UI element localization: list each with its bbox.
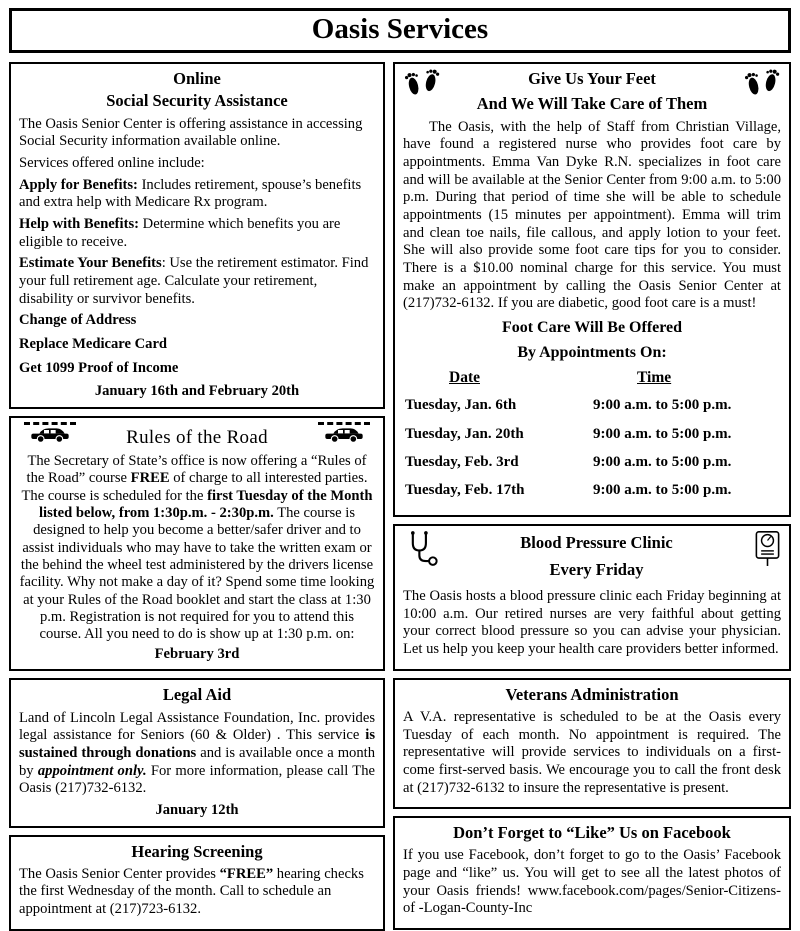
foot-care-section: [393, 62, 791, 516]
text-segment: Help with Benefits:: [19, 215, 139, 232]
foot-care-titles: [441, 68, 743, 116]
schedule-header-row: [403, 369, 781, 388]
rules-title-row: [19, 422, 375, 450]
text-segment: FREE: [130, 470, 170, 487]
text-segment: hearing checks the first Wednesday of the month. Call to schedule an appointment at (217)723-6132.: [19, 865, 364, 917]
schedule-date-header-cell: [403, 369, 593, 388]
rules-date-line: February 3rd: [154, 645, 240, 662]
ss-service-line-1099-proof: Get 1099 Proof of Income: [19, 359, 179, 376]
text-segment: The course is designed to help you become a better/safer driver and to assist individuals who may have to take the written exam or the behind the wheel test administered by the drivers license facility. Why not make a day of it? Spend some time looking at your Rules of the Road booklet and start the class at 1:30 p.m. Registration is not required for you to attend this course. All you need to do is show up at 1:30 p.m. on:: [19, 504, 375, 643]
legal-aid-section: [9, 678, 385, 827]
schedule-date: Tuesday, Feb. 17th: [405, 481, 525, 498]
left-column: [9, 62, 385, 930]
footprints-icon: [403, 68, 441, 99]
schedule-time: 9:00 a.m. to 5:00 p.m.: [593, 453, 732, 470]
blood-pressure-title-row: [403, 530, 781, 586]
foot-care-title-row: [403, 68, 781, 116]
social-security-section: [9, 62, 385, 408]
text-segment: For more information, please call The Oasis (217)732-6132.: [19, 762, 375, 797]
schedule-date: Tuesday, Feb. 3rd: [405, 453, 519, 470]
ss-services-label: Services offered online include:: [19, 155, 205, 171]
right-column: [393, 62, 791, 929]
section-title-hearing-screening: Hearing Screening: [131, 841, 263, 861]
foot-care-offer-line2: By Appointments On:: [517, 344, 667, 362]
hearing-paragraph: [19, 866, 375, 919]
text-segment: The Oasis Senior Center provides: [19, 865, 220, 882]
section-subtitle-take-care-of-them: And We Will Take Care of Them: [476, 93, 708, 113]
ss-dates-line: January 16th and February 20th: [94, 383, 300, 400]
facebook-paragraph: If you use Facebook, don’t forget to go to the Oasis’ Facebook page and “like” us. You will get to see all the latest photos of your Oasis friends! www.facebook.com/pages/Senior-Citizens-of -Logan-County-Inc: [403, 847, 781, 917]
left-corner-art: [19, 422, 81, 443]
stethoscope-icon: [403, 530, 439, 566]
text-segment: of charge to all interested parties. The course is scheduled for the: [21, 470, 368, 504]
text-segment: The Secretary of State’s office is now offering a “Rules of the Road” course: [26, 452, 367, 487]
car-icon: [324, 427, 364, 443]
road-dashes-icon: [318, 422, 370, 425]
schedule-row: [403, 425, 781, 443]
text-segment: “FREE”: [219, 865, 274, 882]
section-title-social-security-assistance: Social Security Assistance: [106, 90, 288, 110]
section-title-facebook: Don’t Forget to “Like” Us on Facebook: [453, 823, 731, 843]
schedule-time-header-cell: [593, 369, 781, 388]
schedule-row: [403, 481, 781, 499]
text-segment: first Tuesday of the Month listed below, from 1:30p.m. - 2:30p.m.: [38, 487, 373, 521]
text-segment: and is available once a month by: [19, 744, 375, 779]
blood-pressure-monitor-icon: [754, 530, 781, 567]
blood-pressure-titles: [439, 530, 754, 586]
two-column-layout: [9, 62, 791, 930]
veterans-section: [393, 678, 791, 809]
rules-of-the-road-section: [9, 416, 385, 672]
page-header: [9, 8, 791, 53]
facebook-section: [393, 816, 791, 930]
rules-body-paragraph: [19, 453, 375, 644]
text-segment: Includes retirement, spouse’s benefits and extra help with Medicare Rx program.: [19, 176, 362, 211]
blood-pressure-paragraph: The Oasis hosts a blood pressure clinic each Friday beginning at 10:00 a.m. Our retired nurses are very faithful about getting your correct blood pressure so you can advise your physician. Let us help you keep your health care providers better informed.: [403, 588, 781, 658]
schedule-date: Tuesday, Jan. 6th: [405, 397, 517, 414]
foot-care-paragraph: The Oasis, with the help of Staff from Christian Village, have found a registered nurse who provides foot care by appointments. Emma Van Dyke R.N. specializes in foot care and will be available at the Senior Center from 9:00 a.m. to 5:00 p.m. During that period of time she will be able to schedule appointments (15 minutes per appointment). Emma will trim and clean toe nails, file callous, and apply lotion to your feet. She will also provide some foot care tips for you to consider. There is a $10.00 nominal charge for this service. You must make an appointment by calling the Oasis Senior Center at (217)732-6132. If you are diabetic, good foot care is a must!: [403, 118, 781, 312]
text-segment: Land of Lincoln Legal Assistance Foundation, Inc. provides legal assistance for Seniors (60 & Older) . This service: [19, 709, 375, 744]
text-segment: : Use the retirement estimator. Find your full retirement age. Calculate your retirement, disability or survivor benefits.: [19, 255, 369, 307]
schedule-time: 9:00 a.m. to 5:00 p.m.: [593, 397, 732, 414]
car-icon: [30, 427, 70, 443]
schedule-time: 9:00 a.m. to 5:00 p.m.: [593, 425, 732, 442]
right-corner-art: [313, 422, 375, 443]
text-segment: is sustained through donations: [19, 727, 375, 761]
text-segment: Estimate Your Benefits: [19, 255, 162, 272]
section-title-give-us-your-feet: Give Us Your Feet: [528, 69, 656, 89]
section-title-rules-of-the-road: Rules of the Road: [126, 426, 268, 448]
section-title-blood-pressure-clinic: Blood Pressure Clinic: [520, 532, 673, 552]
page-title: Oasis Services: [311, 13, 489, 45]
section-title-legal-aid: Legal Aid: [162, 685, 232, 705]
schedule-row: [403, 396, 781, 414]
legal-aid-paragraph: [19, 710, 375, 798]
time-header: Time: [637, 368, 672, 386]
road-dashes-icon: [24, 422, 76, 425]
text-segment: Determine which benefits you are eligible to receive.: [19, 215, 341, 250]
schedule-row: [403, 453, 781, 471]
footprints-icon: [743, 68, 781, 99]
date-header: Date: [449, 368, 480, 386]
section-title-veterans-administration: Veterans Administration: [505, 684, 679, 704]
text-segment: Apply for Benefits:: [19, 176, 138, 193]
blood-pressure-section: [393, 524, 791, 671]
legal-aid-date-line: January 12th: [155, 801, 239, 818]
ss-service-line-replace-medicare-card: Replace Medicare Card: [19, 335, 168, 352]
schedule-date: Tuesday, Jan. 20th: [405, 425, 524, 442]
section-title-online: Online: [173, 69, 221, 89]
foot-care-offer-line1: Foot Care Will Be Offered: [501, 318, 683, 336]
hearing-screening-section: [9, 835, 385, 931]
ss-benefit-item-apply: [19, 177, 375, 212]
ss-service-line-change-of-address: Change of Address: [19, 312, 137, 329]
schedule-time: 9:00 a.m. to 5:00 p.m.: [593, 481, 732, 498]
text-segment: appointment only.: [37, 762, 147, 779]
ss-benefit-item-help: [19, 216, 375, 251]
ss-benefit-item-estimate: [19, 255, 375, 308]
veterans-paragraph: A V.A. representative is scheduled to be at the Oasis every Tuesday of each month. No appointment is required. The representative will provide services to individuals on a first- come first-served basis. We encourage you to call the front desk at (217)732-6132 to insure the representative is present.: [403, 708, 781, 796]
section-subtitle-every-friday: Every Friday: [549, 560, 644, 580]
ss-intro-paragraph: The Oasis Senior Center is offering assistance in accessing Social Security information available online.: [19, 115, 363, 150]
